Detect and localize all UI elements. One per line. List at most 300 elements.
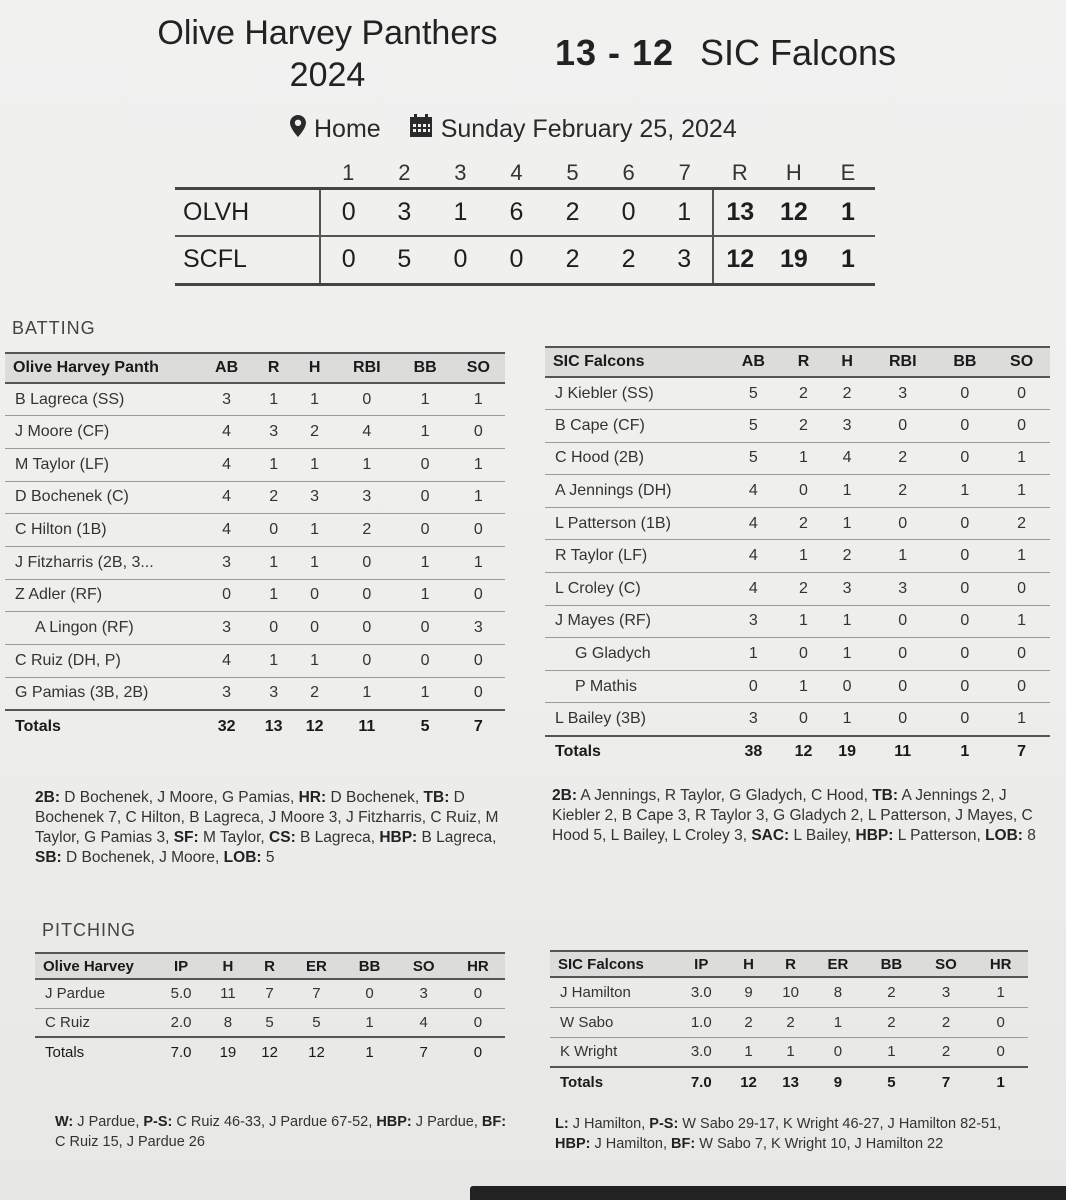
stat-cell: 0 xyxy=(399,645,452,678)
stat-cell: 1 xyxy=(825,605,869,638)
stat-cell: 2 xyxy=(825,540,869,573)
stat-cell: 0 xyxy=(294,579,335,612)
note-text: B Lagreca, xyxy=(295,829,380,846)
note-text: A Jennings, R Taylor, G Gladych, C Hood, xyxy=(576,787,873,804)
home-pitching-rows xyxy=(35,979,505,1037)
stat-cell: 3 xyxy=(919,977,974,1007)
stat-cell: 1 xyxy=(782,442,826,475)
inning-score: 0 xyxy=(488,236,544,284)
stat-cell: 0 xyxy=(399,612,452,645)
away-pitching-table xyxy=(550,950,1028,1097)
pitching-section-title: PITCHING xyxy=(42,920,137,940)
stat-cell: 2 xyxy=(993,507,1050,540)
stat-cell: 5 xyxy=(249,1008,291,1037)
home-team-year: 2024 xyxy=(289,56,366,94)
player-name: B Lagreca (SS) xyxy=(5,383,200,416)
total-cell: 19 xyxy=(207,1037,249,1066)
inning-score: 3 xyxy=(657,236,713,284)
table-row xyxy=(5,579,505,612)
stat-cell: 0 xyxy=(452,579,505,612)
total-cell: 11 xyxy=(335,710,398,743)
stat-cell: 3 xyxy=(825,410,869,443)
player-name: W Sabo xyxy=(550,1007,675,1037)
inning-score: 1 xyxy=(432,188,488,236)
total-cell: 7.0 xyxy=(155,1037,207,1066)
final-score: 13 - 12 xyxy=(555,32,675,73)
stat-cell: 0 xyxy=(399,514,452,547)
col-header: ER xyxy=(812,951,865,977)
home-batting-notes xyxy=(35,788,505,868)
stat-cell: 5 xyxy=(725,377,782,410)
stat-cell: 1 xyxy=(864,1037,919,1067)
stat-cell: 1 xyxy=(253,383,294,416)
inning-score: 5 xyxy=(376,236,432,284)
stat-cell: 3 xyxy=(725,605,782,638)
stat-cell: 1 xyxy=(253,645,294,678)
stat-cell: 4 xyxy=(725,540,782,573)
note-text: D Bochenek, J Moore, xyxy=(61,849,224,866)
table-row xyxy=(35,1008,505,1037)
stat-cell: 4 xyxy=(200,514,253,547)
stat-cell: 1 xyxy=(452,481,505,514)
player-name: C Ruiz xyxy=(35,1008,155,1037)
linescore-row-away xyxy=(175,236,875,284)
stat-cell: 7 xyxy=(249,979,291,1008)
col-header: BB xyxy=(399,353,452,383)
note-label: SB: xyxy=(35,849,62,866)
total-cell: 7 xyxy=(919,1067,974,1097)
total-cell: 12 xyxy=(249,1037,291,1066)
col-header: H xyxy=(825,347,869,377)
total-cell: 0 xyxy=(451,1037,505,1066)
stat-cell: 2 xyxy=(770,1007,812,1037)
player-name: J Pardue xyxy=(35,979,155,1008)
note-label: TB: xyxy=(872,787,899,804)
inning-score: 3 xyxy=(376,188,432,236)
stat-cell: 0 xyxy=(825,670,869,703)
stat-cell: 1 xyxy=(993,540,1050,573)
note-label: P-S: xyxy=(649,1116,679,1132)
stat-cell: 2 xyxy=(253,481,294,514)
stat-cell: 1 xyxy=(294,448,335,481)
col-header: R xyxy=(249,953,291,979)
total-cell: 5 xyxy=(864,1067,919,1097)
stat-cell: 1 xyxy=(294,546,335,579)
stat-cell: 0 xyxy=(937,540,994,573)
game-date: Sunday February 25, 2024 xyxy=(440,114,737,143)
table-row xyxy=(5,448,505,481)
total-cell: 12 xyxy=(294,710,335,743)
player-name: L Patterson (1B) xyxy=(545,507,725,540)
stat-cell: 1 xyxy=(825,703,869,736)
stat-cell: 1 xyxy=(294,645,335,678)
col-header: H xyxy=(728,951,770,977)
inning-header: 6 xyxy=(601,160,657,188)
stat-cell: 0 xyxy=(200,579,253,612)
player-name: Z Adler (RF) xyxy=(5,579,200,612)
stat-cell: 1 xyxy=(335,448,398,481)
linescore-header-row xyxy=(175,160,875,188)
stat-cell: 1 xyxy=(825,475,869,508)
note-label: BF: xyxy=(481,1114,507,1130)
total-cell: 1 xyxy=(973,1067,1028,1097)
note-label: LOB: xyxy=(985,827,1023,844)
stat-cell: 4 xyxy=(725,507,782,540)
stat-cell: 3 xyxy=(294,481,335,514)
col-header: IP xyxy=(155,953,207,979)
player-name: B Cape (CF) xyxy=(545,410,725,443)
stat-cell: 2 xyxy=(869,442,937,475)
home-pitching-notes xyxy=(55,1112,515,1152)
note-label: 2B: xyxy=(35,789,60,806)
home-team-heading xyxy=(120,12,535,96)
stat-cell: 2 xyxy=(294,416,335,449)
batting-totals-row xyxy=(545,736,1050,769)
note-text: L Bailey, xyxy=(789,827,856,844)
home-batting-table xyxy=(5,352,505,743)
stat-cell: 0 xyxy=(335,645,398,678)
note-text: J Pardue, xyxy=(73,1114,144,1130)
stat-cell: 1 xyxy=(825,638,869,671)
note-text: D Bochenek, xyxy=(326,789,424,806)
linescore-row-home xyxy=(175,188,875,236)
stat-cell: 1 xyxy=(452,383,505,416)
stat-cell: 1 xyxy=(728,1037,770,1067)
total-cell: 12 xyxy=(728,1067,770,1097)
inning-score: 2 xyxy=(545,236,601,284)
stat-cell: 1 xyxy=(253,579,294,612)
stat-cell: 4 xyxy=(725,475,782,508)
stat-cell: 3 xyxy=(200,546,253,579)
device-edge xyxy=(470,1186,1066,1200)
stat-cell: 1 xyxy=(937,475,994,508)
away-batting-table xyxy=(545,346,1050,768)
total-cell: 1 xyxy=(937,736,994,769)
inning-score: 6 xyxy=(488,188,544,236)
col-header: R xyxy=(770,951,812,977)
note-text: B Lagreca, xyxy=(417,829,497,846)
player-name: G Gladych xyxy=(545,638,725,671)
stat-cell: 1 xyxy=(253,448,294,481)
stat-cell: 2.0 xyxy=(155,1008,207,1037)
stat-cell: 1 xyxy=(812,1007,865,1037)
note-text: W Sabo 29-17, K Wright 46-27, J Hamilton 82-51, xyxy=(678,1116,1002,1132)
stat-cell: 1 xyxy=(343,1008,397,1037)
table-row xyxy=(545,703,1050,736)
table-row xyxy=(5,645,505,678)
table-row xyxy=(545,442,1050,475)
inning-score: 2 xyxy=(545,188,601,236)
stat-cell: 1 xyxy=(993,605,1050,638)
inning-header: 1 xyxy=(320,160,376,188)
away-pitching-notes xyxy=(555,1114,1005,1154)
table-row xyxy=(545,377,1050,410)
inning-score: 2 xyxy=(601,236,657,284)
stat-cell: 1 xyxy=(993,442,1050,475)
pitching-totals-row xyxy=(35,1037,505,1066)
stat-cell: 0 xyxy=(937,703,994,736)
stat-cell: 3.0 xyxy=(675,977,728,1007)
stat-cell: 1 xyxy=(782,605,826,638)
note-label: HBP: xyxy=(379,829,418,846)
note-label: LOB: xyxy=(223,849,262,866)
stat-cell: 1 xyxy=(782,540,826,573)
stat-cell: 3 xyxy=(253,677,294,710)
player-name: A Lingon (RF) xyxy=(5,612,200,645)
stat-cell: 0 xyxy=(937,573,994,606)
total-runs: 12 xyxy=(713,236,767,284)
col-header: ER xyxy=(290,953,342,979)
stat-cell: 2 xyxy=(825,377,869,410)
stat-cell: 5.0 xyxy=(155,979,207,1008)
stat-cell: 5 xyxy=(725,410,782,443)
stat-cell: 0 xyxy=(869,507,937,540)
stat-cell: 8 xyxy=(812,977,865,1007)
stat-cell: 3 xyxy=(200,677,253,710)
total-cell: 19 xyxy=(825,736,869,769)
stat-cell: 0 xyxy=(451,979,505,1008)
total-cell: 32 xyxy=(200,710,253,743)
note-text: D Bochenek 7, C Hilton, B Lagreca, J Moore 3, J Fitzharris, C Ruiz, M Taylor, G Pamias 3, xyxy=(35,789,499,846)
note-label: L: xyxy=(555,1116,569,1132)
stat-cell: 0 xyxy=(973,1007,1028,1037)
stat-cell: 0 xyxy=(782,638,826,671)
calendar-icon xyxy=(409,114,433,145)
player-name: A Jennings (DH) xyxy=(545,475,725,508)
stat-cell: 0 xyxy=(294,612,335,645)
stat-cell: 2 xyxy=(864,977,919,1007)
stat-cell: 1 xyxy=(452,448,505,481)
stat-cell: 1 xyxy=(399,677,452,710)
note-label: HBP: xyxy=(555,1136,591,1152)
total-errors: 1 xyxy=(821,188,875,236)
table-row xyxy=(545,410,1050,443)
col-header: SO xyxy=(919,951,974,977)
linescore-team: SCFL xyxy=(175,236,320,284)
note-label: HBP: xyxy=(855,827,894,844)
note-text: W Sabo 7, K Wright 10, J Hamilton 22 xyxy=(695,1136,944,1152)
stat-cell: 3 xyxy=(200,383,253,416)
total-cell: 38 xyxy=(725,736,782,769)
total-cell: 7.0 xyxy=(675,1067,728,1097)
stat-cell: 0 xyxy=(973,1037,1028,1067)
player-name: C Ruiz (DH, P) xyxy=(5,645,200,678)
stat-cell: 5 xyxy=(290,1008,342,1037)
stat-cell: 0 xyxy=(335,579,398,612)
stat-cell: 0 xyxy=(937,377,994,410)
stat-cell: 0 xyxy=(399,481,452,514)
player-name: J Hamilton xyxy=(550,977,675,1007)
note-text: M Taylor, xyxy=(198,829,270,846)
table-row xyxy=(545,638,1050,671)
stat-cell: 1 xyxy=(973,977,1028,1007)
stat-cell: 1 xyxy=(253,546,294,579)
stat-cell: 0 xyxy=(937,638,994,671)
player-name: D Bochenek (C) xyxy=(5,481,200,514)
col-header: RBI xyxy=(335,353,398,383)
away-batting-rows xyxy=(545,377,1050,736)
stat-cell: 2 xyxy=(864,1007,919,1037)
col-header: R xyxy=(782,347,826,377)
stat-cell: 1 xyxy=(782,670,826,703)
totals-label: Totals xyxy=(545,736,725,769)
total-cell: 7 xyxy=(993,736,1050,769)
player-name: J Mayes (RF) xyxy=(545,605,725,638)
linescore-table xyxy=(175,160,875,286)
stat-cell: 1 xyxy=(294,514,335,547)
stat-cell: 1 xyxy=(993,703,1050,736)
total-cell: 12 xyxy=(290,1037,342,1066)
stat-cell: 2 xyxy=(782,573,826,606)
total-cell: 9 xyxy=(812,1067,865,1097)
stat-cell: 5 xyxy=(725,442,782,475)
note-text: L Patterson, xyxy=(893,827,986,844)
note-text: A Jennings 2, J Kiebler 2, B Cape 3, R Taylor 3, G Gladych 2, L Patterson, J Mayes, C Hood 5, L Bailey, L Croley 3, xyxy=(552,787,1033,844)
col-header: BB xyxy=(937,347,994,377)
stat-cell: 2 xyxy=(728,1007,770,1037)
stat-cell: 0 xyxy=(253,514,294,547)
col-header: RBI xyxy=(869,347,937,377)
stat-cell: 1 xyxy=(335,677,398,710)
stat-cell: 10 xyxy=(770,977,812,1007)
note-text: 8 xyxy=(1022,827,1036,844)
stat-cell: 0 xyxy=(452,677,505,710)
home-pitching-table xyxy=(35,952,505,1066)
col-header: H xyxy=(207,953,249,979)
player-name: J Kiebler (SS) xyxy=(545,377,725,410)
inning-header: 5 xyxy=(545,160,601,188)
stat-cell: 0 xyxy=(869,410,937,443)
player-name: K Wright xyxy=(550,1037,675,1067)
table-row xyxy=(5,514,505,547)
table-row xyxy=(550,1007,1028,1037)
stat-cell: 0 xyxy=(937,605,994,638)
note-label: BF: xyxy=(671,1136,696,1152)
player-name: P Mathis xyxy=(545,670,725,703)
note-label: SF: xyxy=(173,829,199,846)
linescore-team-header xyxy=(175,160,320,188)
note-text: J Pardue, xyxy=(411,1114,482,1130)
note-text: J Hamilton, xyxy=(590,1136,672,1152)
stat-cell: 1.0 xyxy=(675,1007,728,1037)
col-header: H xyxy=(294,353,335,383)
stat-cell: 0 xyxy=(937,410,994,443)
table-row xyxy=(5,416,505,449)
total-hits: 12 xyxy=(767,188,821,236)
stat-cell: 2 xyxy=(335,514,398,547)
away-team-name: SIC Falcons xyxy=(700,32,897,73)
stat-cell: 0 xyxy=(993,410,1050,443)
home-team-name: Olive Harvey Panthers xyxy=(157,14,498,52)
stat-cell: 2 xyxy=(919,1037,974,1067)
away-batting-notes xyxy=(552,786,1042,846)
note-text: C Ruiz 46-33, J Pardue 67-52, xyxy=(172,1114,377,1130)
home-batting-rows xyxy=(5,383,505,710)
table-row xyxy=(550,1037,1028,1067)
batting-header-row xyxy=(5,353,505,383)
player-name: L Croley (C) xyxy=(545,573,725,606)
stat-cell: 7 xyxy=(290,979,342,1008)
note-text: 5 xyxy=(261,849,275,866)
stat-cell: 1 xyxy=(993,475,1050,508)
stat-cell: 0 xyxy=(993,670,1050,703)
inning-header: 7 xyxy=(657,160,713,188)
stat-cell: 0 xyxy=(869,703,937,736)
pitching-team-header: Olive Harvey xyxy=(35,953,155,979)
map-pin-icon xyxy=(290,115,306,144)
col-header: AB xyxy=(725,347,782,377)
stat-cell: 1 xyxy=(399,383,452,416)
totals-label: Totals xyxy=(35,1037,155,1066)
stat-cell: 1 xyxy=(869,540,937,573)
player-name: G Pamias (3B, 2B) xyxy=(5,677,200,710)
table-row xyxy=(545,475,1050,508)
note-text: D Bochenek, J Moore, G Pamias, xyxy=(59,789,299,806)
totals-label: Totals xyxy=(5,710,200,743)
stat-cell: 8 xyxy=(207,1008,249,1037)
table-row xyxy=(5,481,505,514)
total-cell: 5 xyxy=(399,710,452,743)
table-row xyxy=(545,507,1050,540)
stat-cell: 0 xyxy=(993,573,1050,606)
note-label: 2B: xyxy=(552,787,577,804)
stat-cell: 2 xyxy=(782,377,826,410)
stat-cell: 4 xyxy=(200,481,253,514)
stat-cell: 4 xyxy=(397,1008,451,1037)
stat-cell: 4 xyxy=(200,416,253,449)
inning-score: 1 xyxy=(657,188,713,236)
note-label: HR: xyxy=(298,789,327,806)
stat-cell: 0 xyxy=(937,670,994,703)
total-hits: 19 xyxy=(767,236,821,284)
stat-cell: 0 xyxy=(993,638,1050,671)
pitching-team-header: SIC Falcons xyxy=(550,951,675,977)
note-label: W: xyxy=(55,1114,74,1130)
total-cell: 13 xyxy=(770,1067,812,1097)
stat-cell: 0 xyxy=(335,612,398,645)
batting-team-header: SIC Falcons xyxy=(545,347,725,377)
stat-cell: 3 xyxy=(397,979,451,1008)
table-row xyxy=(5,612,505,645)
stat-cell: 0 xyxy=(335,546,398,579)
inning-score: 0 xyxy=(320,236,376,284)
note-text: J Hamilton, xyxy=(568,1116,650,1132)
col-header: HR xyxy=(451,953,505,979)
errors-header: E xyxy=(821,160,875,188)
note-label: SAC: xyxy=(751,827,790,844)
pitching-totals-row xyxy=(550,1067,1028,1097)
table-row xyxy=(5,677,505,710)
stat-cell: 0 xyxy=(869,605,937,638)
col-header: IP xyxy=(675,951,728,977)
table-row xyxy=(545,540,1050,573)
table-row xyxy=(35,979,505,1008)
totals-label: Totals xyxy=(550,1067,675,1097)
stat-cell: 3 xyxy=(725,703,782,736)
pitching-header-row xyxy=(550,951,1028,977)
stat-cell: 2 xyxy=(782,507,826,540)
stat-cell: 0 xyxy=(253,612,294,645)
inning-header: 4 xyxy=(488,160,544,188)
stat-cell: 3 xyxy=(825,573,869,606)
stat-cell: 0 xyxy=(725,670,782,703)
game-location: Home xyxy=(314,114,381,143)
stat-cell: 1 xyxy=(399,416,452,449)
stat-cell: 0 xyxy=(335,383,398,416)
stat-cell: 0 xyxy=(937,442,994,475)
stat-cell: 1 xyxy=(770,1037,812,1067)
player-name: J Fitzharris (2B, 3... xyxy=(5,546,200,579)
